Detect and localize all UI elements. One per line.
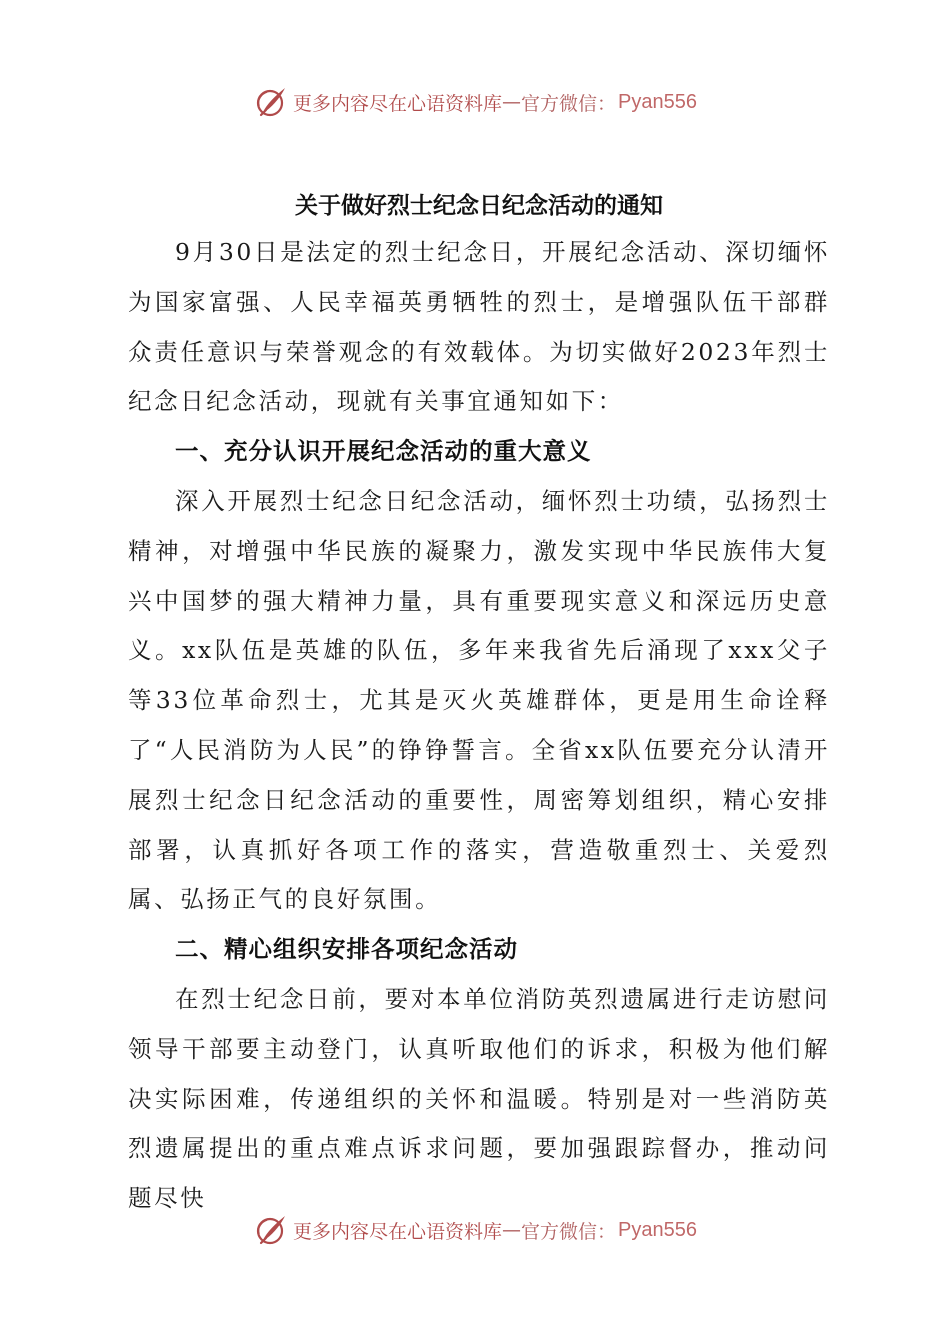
document-body (128, 184, 830, 1224)
watermark-wechat-label: 官方微信： (521, 1220, 617, 1243)
section-body-1: 深入开展烈士纪念日纪念活动，缅怀烈士功绩，弘扬烈士精神，对增强中华民族的凝聚力，激发实现中华民族伟大复兴中国梦的强大精神力量，具有重要现实意义和深远历史意义。xx队伍是英雄的队伍，多年来我省先后涌现了xxx父子等33位革命烈士，尤其是灭火英雄群体，更是用生命诠释了“人民消防为人民”的铮铮誓言。全省xx队伍要充分认清开展烈士纪念日纪念活动的重要性，周密筹划组织，精心安排部署，认真抓好各项工作的落实，营造敬重烈士、关爱烈属、弘扬正气的良好氛围。 (128, 486, 830, 914)
watermark-wechat-id: Pyan556 (618, 90, 697, 113)
watermark-brand: 更多内容尽在心语资料库 (293, 92, 503, 115)
watermark-banner-top (0, 80, 950, 124)
intro-paragraph: 9月30日是法定的烈士纪念日，开展纪念活动、深切缅怀为国家富强、人民幸福英勇牺牲的烈士，是增强队伍干部群众责任意识与荣誉观念的有效载体。为切实做好2023年烈士纪念日纪念活动，现就有关事宜通知如下： (128, 238, 830, 416)
watermark-wechat-id: Pyan556 (618, 1218, 697, 1241)
section-heading-2: 二、精心组织安排各项纪念活动 (175, 935, 518, 964)
section-body-2: 在烈士纪念日前，要对本单位消防英烈遗属进行走访慰问领导干部要主动登门，认真听取他们的诉求，积极为他们解决实际困难，传递组织的关怀和温暖。特别是对一些消防英烈遗属提出的重点难点诉求问题，要加强跟踪督办，推动问题尽快 (128, 984, 830, 1213)
quill-pen-logo-icon (253, 1212, 289, 1248)
watermark-separator: — (502, 91, 522, 113)
document-title: 关于做好烈士纪念日纪念活动的通知 (295, 192, 663, 219)
watermark-separator: — (502, 1219, 522, 1241)
watermark-wechat-label: 官方微信： (521, 92, 617, 115)
watermark-brand: 更多内容尽在心语资料库 (293, 1220, 503, 1243)
watermark-banner-bottom (0, 1208, 950, 1252)
section-heading-1: 一、充分认识开展纪念活动的重大意义 (175, 437, 592, 466)
quill-pen-logo-icon (253, 84, 289, 120)
